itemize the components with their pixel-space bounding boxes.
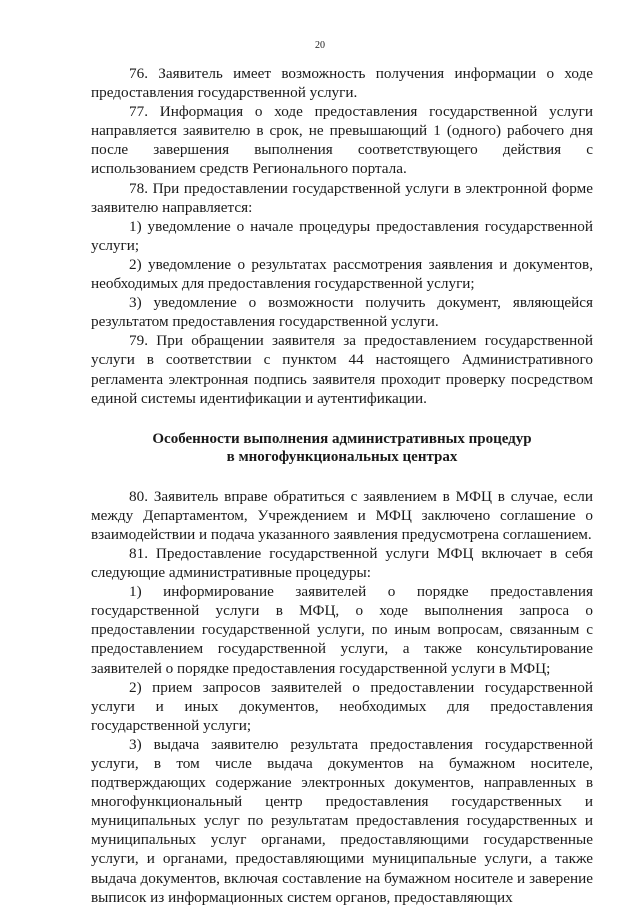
list-item-81-3: 3) выдача заявителю результата предоставления государственной услуги, в том числе выдача документов на бумажном носителе, подтверждающих содержание электронных документов, направленных в многофункциональный центр предоставления государственных и муниципальных услуг по результатам предоставления государственных и муниципальных услуг органами, предоставляющими государственные услуги, и органами, предоставляющими муниципальные услуги, а также выдача документов, включая составление на бумажном носителе и заверение выписок из информационных систем органов, предоставляющих xyxy=(91,735,593,906)
section-heading-line-1: Особенности выполнения административных процедур xyxy=(152,430,532,447)
paragraph-78: 78. При предоставлении государственной услуги в электронной форме заявителю направляется: xyxy=(91,179,593,216)
list-item-81-1: 1) информирование заявителей о порядке предоставления государственной услуги в МФЦ, о ходе выполнения запроса о предоставлении государственной услуги, по иным вопросам, связанным с предоставлением государственной услуги, а также консультирование заявителей о порядке предоставления государственной услуги в МФЦ; xyxy=(91,583,593,677)
list-item-78-3: 3) уведомление о возможности получить документ, являющейся результатом предоставления государственной услуги. xyxy=(91,294,593,331)
page-number: 20 xyxy=(315,40,325,51)
list-item-78-1: 1) уведомление о начале процедуры предоставления государственной услуги; xyxy=(91,217,593,254)
document-body xyxy=(91,64,593,907)
paragraph-81: 81. Предоставление государственной услуги МФЦ включает в себя следующие административные процедуры: xyxy=(91,544,593,582)
list-item-81-2: 2) прием запросов заявителей о предоставлении государственной услуги и иных документов, необходимых для предоставления государственной услуги; xyxy=(91,678,593,734)
paragraph-79: 79. При обращении заявителя за предоставлением государственной услуги в соответствии с пунктом 44 настоящего Административного регламента электронная подпись заявителя проходит проверку посредством единой системы идентификации и аутентификации. xyxy=(91,332,593,407)
list-item-78-2: 2) уведомление о результатах рассмотрения заявления и документов, необходимых для предоставления государственной услуги; xyxy=(91,255,593,293)
paragraph-80: 80. Заявитель вправе обратиться с заявлением в МФЦ в случае, если между Департаментом, Учреждением и МФЦ заключено соглашение о взаимодействии и подача указанного заявления предусмотрена соглашением. xyxy=(91,487,593,543)
section-heading xyxy=(91,430,593,467)
paragraph-76: 76. Заявитель имеет возможность получения информации о ходе предоставления государственной услуги. xyxy=(91,65,593,102)
paragraph-77: 77. Информация о ходе предоставления государственной услуги направляется заявителю в срок, не превышающий 1 (одного) рабочего дня после завершения выполнения соответствующего действия с использованием средств Регионального портала. xyxy=(91,103,593,178)
section-heading-line-2: в многофункциональных центрах xyxy=(226,449,458,466)
